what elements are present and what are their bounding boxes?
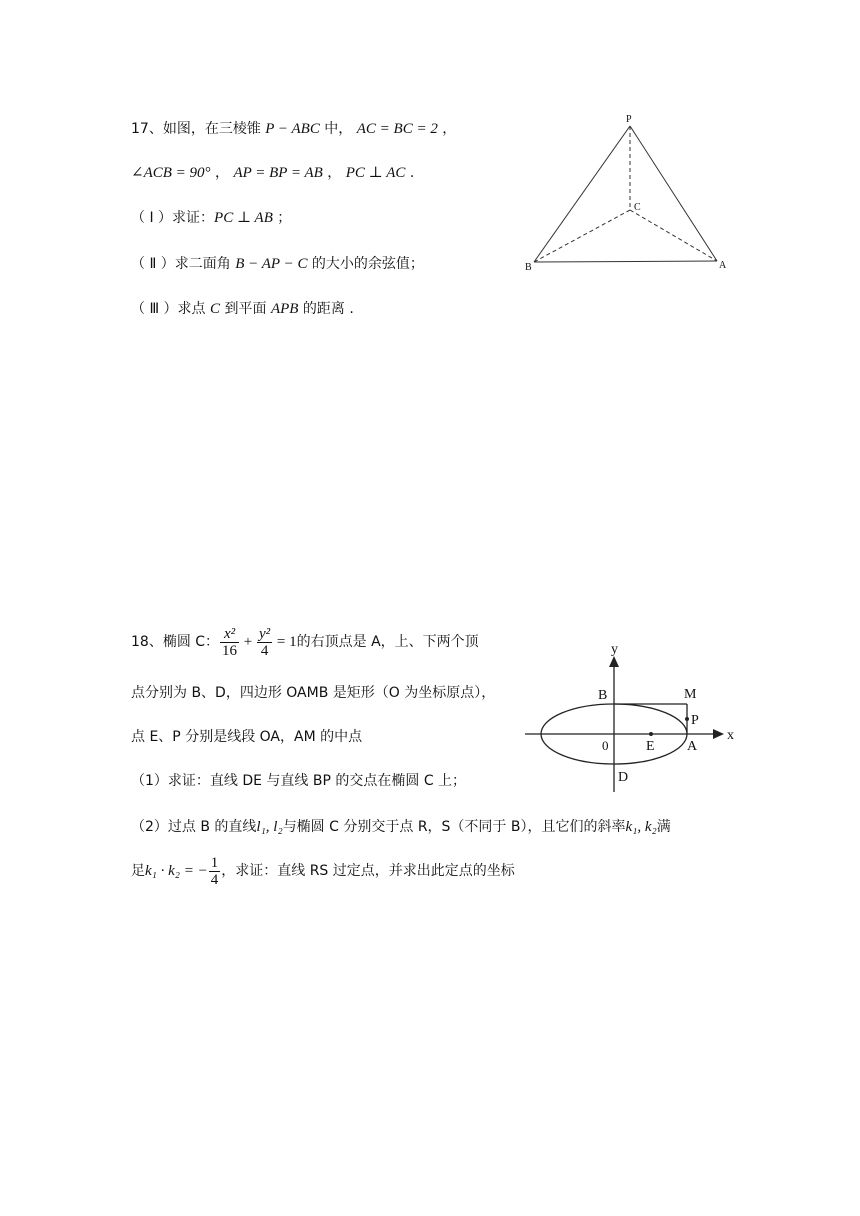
label-P: P [691, 713, 699, 728]
label-O: 0 [602, 738, 609, 753]
q17-text: 的距离 . [298, 301, 354, 317]
q17-math: AC = BC = 2 [356, 121, 438, 137]
x-axis-arrow-icon [713, 729, 724, 739]
q17-text: 到平面 [220, 301, 271, 317]
q17-math: C [210, 301, 221, 317]
q18-text: 满 [656, 819, 671, 835]
q18-text: 点 E、P 分别是线段 OA，AM 的中点 [131, 729, 363, 745]
label-A: A [719, 260, 727, 271]
q18-text: 与椭圆 C 分别交于点 R，S（不同于 B），且它们的斜率 [282, 819, 626, 835]
frac-numerator: y² [259, 625, 271, 642]
q18-text: ，求证：直线 RS 过定点，并求出此定点的坐标 [221, 863, 515, 879]
q17-text: ； [272, 210, 292, 226]
q17-text: 17、如图，在三棱锥 [131, 121, 266, 137]
plus-sign: + [240, 634, 257, 650]
q18-text: 足 [131, 863, 145, 879]
point-E [649, 732, 653, 736]
q17-math: P − ABC [265, 121, 320, 137]
q17-math: APB [270, 301, 299, 317]
y-axis-arrow-icon [609, 656, 619, 667]
label-M: M [684, 687, 697, 702]
q17-text: ， [437, 121, 457, 137]
q18-text: （1）求证：直线 DE 与直线 BP 的交点在椭圆 C 上； [131, 773, 467, 789]
q18-text: （2）过点 B 的直线 [131, 819, 257, 835]
label-D: D [618, 770, 629, 785]
q17-math: B − AP − C [235, 256, 308, 272]
q17-text: 中， [319, 121, 357, 137]
frac-numerator: 1 [210, 854, 219, 871]
q17-text: （ Ⅰ ）求证： [131, 210, 215, 226]
q18-text: 18、椭圆 C： [131, 634, 220, 650]
equals-one: = 1 [273, 634, 297, 650]
q17-math: PC ⊥ AC [345, 165, 406, 181]
label-B: B [525, 262, 532, 273]
label-y: y [611, 642, 618, 657]
q17-text: . [405, 165, 415, 181]
q18-math: l₁, l₂ [256, 819, 283, 835]
frac-numerator: x² [220, 626, 239, 643]
frac-denominator: 4 [210, 871, 219, 888]
label-B: B [598, 688, 608, 703]
label-x: x [727, 728, 734, 743]
q17-text: （ Ⅲ ）求点 [131, 301, 211, 317]
q17-text: 的大小的余弦值； [307, 256, 424, 272]
q17-text: ， [322, 165, 346, 181]
label-A: A [687, 739, 698, 754]
frac-denominator: 16 [222, 642, 238, 659]
q18-math: k₁, k₂ [625, 819, 657, 835]
q17-text: ， [210, 165, 234, 181]
q18-text: 点分别为 B、D，四边形 OAMB 是矩形（O 为坐标原点）， [131, 685, 496, 701]
label-C: C [634, 202, 641, 213]
frac-denominator: 4 [260, 642, 269, 659]
q17-math: AP = BP = AB [233, 165, 323, 181]
q17-text: （ Ⅱ ）求二面角 [131, 256, 236, 272]
point-P [685, 717, 689, 721]
label-P: P [626, 114, 632, 125]
q17-math: ∠ACB = 90° [131, 165, 211, 181]
q17-math: PC ⊥ AB [214, 210, 273, 226]
q18-math: k₁ · k₂ = − [145, 863, 208, 879]
q18-text: 的右顶点是 A，上、下两个顶 [296, 634, 479, 650]
label-E: E [646, 739, 655, 754]
